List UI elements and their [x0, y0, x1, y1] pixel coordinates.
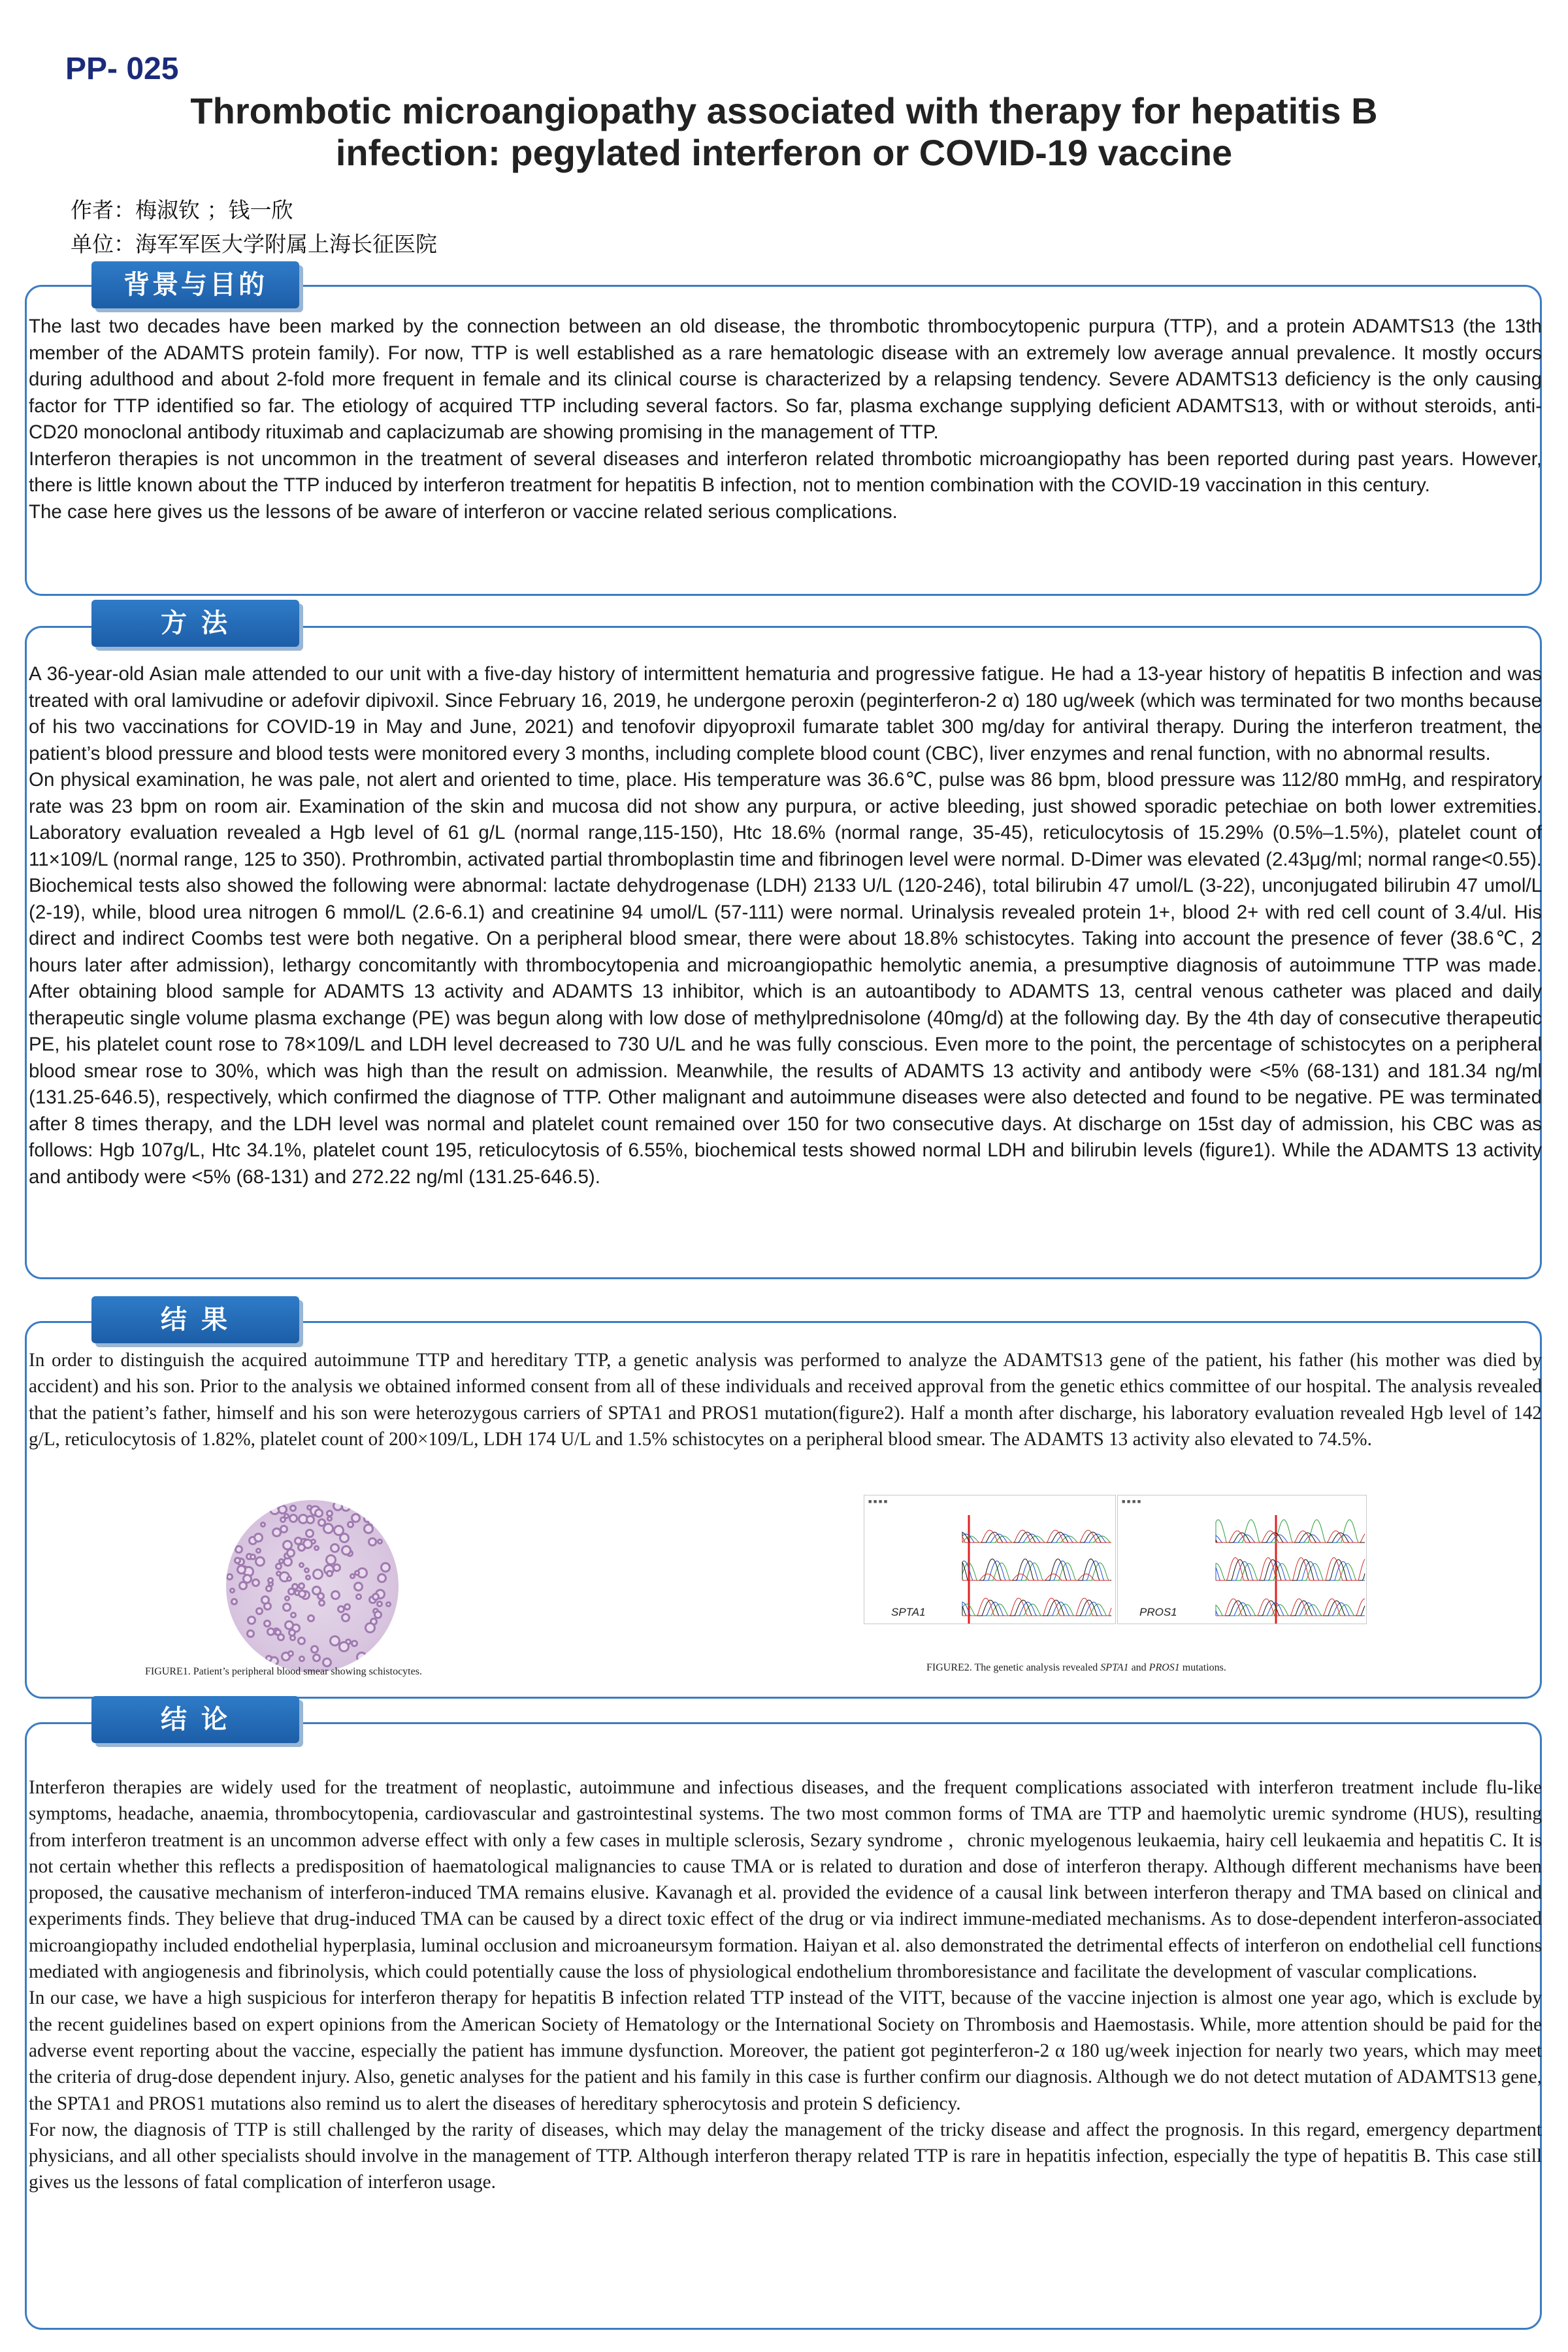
red-cell — [304, 1567, 310, 1573]
red-cell — [310, 1539, 316, 1544]
chromatogram-panel-pros1 — [1117, 1495, 1367, 1624]
red-cell — [267, 1577, 274, 1584]
figure2-caption — [926, 1662, 1226, 1674]
red-cell — [354, 1570, 360, 1576]
red-cell — [306, 1515, 315, 1524]
red-cell — [237, 1565, 246, 1575]
red-cell — [351, 1640, 358, 1647]
red-cell — [265, 1655, 272, 1662]
red-cell — [333, 1501, 343, 1511]
red-cell — [289, 1505, 297, 1512]
chromatogram-panel-spta1 — [864, 1495, 1116, 1624]
red-cell — [282, 1603, 291, 1612]
poster-id: PP- 025 — [65, 52, 179, 86]
red-cell — [267, 1627, 275, 1636]
red-cell — [231, 1598, 238, 1605]
red-cell — [277, 1633, 285, 1641]
authors: 作者：梅淑钦 ；钱一欣 — [71, 197, 293, 223]
red-cell — [280, 1516, 286, 1523]
red-cell — [297, 1637, 306, 1645]
red-cell — [276, 1571, 282, 1576]
red-cell — [377, 1539, 383, 1544]
red-cell — [291, 1583, 299, 1590]
red-cell — [253, 1500, 259, 1507]
results-section-label: 结 果 — [91, 1296, 299, 1343]
red-cell — [338, 1641, 350, 1652]
red-cell — [299, 1562, 304, 1568]
red-cell — [312, 1654, 321, 1662]
red-cell — [255, 1548, 261, 1554]
red-cell — [237, 1530, 243, 1536]
red-cell — [280, 1525, 288, 1533]
red-cell — [372, 1593, 380, 1601]
background-section-label: 背景与目的 — [91, 261, 299, 308]
red-cell — [228, 1503, 239, 1514]
red-cell — [368, 1537, 377, 1546]
paragraph: Interferon therapies are widely used for the treatment of neoplastic, autoimmune and infectious diseases, and the frequent complications associated with interferon treatment include flu-like symptoms, headache, anaemia, thrombocytopenia, cardiovascular and gastrointestinal systems. The two most common forms of TMA are TTP and haemolytic uremic syndrome (HUS), resulting from interferon treatment is an uncommon adverse effect with only a few cases in multiple sclerosis, Sezary syndrome ，chronic myelogenous leukaemia, hairy cell leukaemia and hepatitis C. It is not certain whether this reflects a predisposition of haematological malignancies to cause TMA or is related to duration and dose of interferon therapy. Although different mechanisms have been proposed, the causative mechanism of interferon-induced TMA remains elusive. Kavanagh et al. provided the evidence of a causal link between interferon therapy and TMA based on clinical and experiments finds. They believe that drug-induced TMA can be caused by a direct toxic effect of the drug or via indirect immune-mediated mechanisms. As to dose-dependent interferon-associated microangiopathy included endothelial hyperplasia, luminal occlusion and microaneursym formation. Haiyan et al. also demonstrated the detrimental effects of interferon on endothelial cell functions mediated with angiogenesis and fibrinolysis, which could potentially cause the loss of physiological endothelium thromboresistance and facilitate the development of vascular complications. — [29, 1777, 1542, 1983]
red-cell — [252, 1578, 260, 1587]
red-cell — [299, 1656, 305, 1662]
red-cell — [275, 1563, 282, 1570]
red-cell — [228, 1622, 235, 1628]
red-cell — [226, 1637, 233, 1644]
chromatogram-header: ■ ■ ■ ■ — [1122, 1498, 1141, 1505]
methods-text — [29, 661, 1542, 1190]
trace-line — [962, 1604, 1111, 1616]
red-cell — [341, 1545, 351, 1556]
red-cell — [286, 1548, 295, 1558]
title-line-2: infection: pegylated interferon or COVID-19 vaccine — [335, 131, 1233, 173]
red-cell — [238, 1644, 246, 1652]
red-cell — [385, 1601, 391, 1607]
conclusion-text — [29, 1774, 1542, 2196]
paragraph: The last two decades have been marked by the connection between an old disease, the thrombotic thrombocytopenic purpura (TTP), and a protein ADAMTS13 (the 13th member of the ADAMTS protein family). For now, TTP is well established as a rare hematologic disease with an extremely low average annual prevalence. It mostly occurs during adulthood and about 2-fold more frequent in female and its clinical course is characterized by a relapsing tendency. Severe ADAMTS13 deficiency is the only causing factor for TTP identified so far. The etiology of acquired TTP including several factors. So far, plasma exchange supplying deficient ADAMTS13, with or without steroids, anti-CD20 monoclonal antibody rituximab and caplacizumab are showing promising in the management of TTP. — [29, 316, 1542, 443]
red-cell — [312, 1586, 321, 1595]
red-cell — [330, 1543, 340, 1553]
red-cell — [312, 1569, 323, 1580]
paragraph: The case here gives us the lessons of be aware of interferon or vaccine related serious complications. — [29, 500, 898, 523]
results-text — [29, 1347, 1542, 1452]
red-cell — [278, 1505, 287, 1514]
trace-line — [962, 1532, 1111, 1543]
poster-title — [65, 90, 1503, 174]
red-cell — [250, 1554, 256, 1560]
red-cell — [310, 1645, 319, 1654]
red-cell — [341, 1613, 350, 1622]
red-cell — [344, 1603, 351, 1610]
red-cell — [234, 1557, 241, 1564]
paragraph: In our case, we have a high suspicious for interferon therapy for hepatitis B infection related TTP instead of the VITT, because of the vaccine injection is almost one year ago, which is exclude by the recent guidelines based on expert opinions from the American Society of Hematology or the International Society on Thrombosis and Haemostasis. While, more attention should be paid for the adverse event reporting about the vaccine, especially the patient has immune dysfunction. Moreover, the patient got peginterferon-2 α 180 ug/week injection for nearly two years, which may meet the criteria of drug-dose dependent injury. Also, genetic analyses for the patient and his family in this case is further confirm our diagnosis. Although we do not detect mutation of ADAMTS13 gene, the SPTA1 and PROS1 mutations also remind us to alert the diseases of hereditary spherocytosis and protein S deficiency. — [29, 1987, 1542, 2114]
trace-row-3 — [1216, 1599, 1365, 1616]
trace-row-2 — [1216, 1558, 1365, 1580]
paragraph: A 36-year-old Asian male attended to our unit with a five-day history of intermittent hematuria and progressive fatigue. He had a 13-year history of hepatitis B infection and was treated with oral lamivudine or adefovir dipivoxil. Since February 16, 2019, he undergone peroxin (peginterferon-2 α) 180 ug/week (which was terminated for two months because of his two vaccinations for COVID-19 in May and June, 2021) and tenofovir dipyoproxil fumarate tablet 300 mg/day for antiviral therapy. During the interferon treatment, the patient’s blood pressure and blood tests were monitored every 3 months, including complete blood count (CBC), liver enzymes and renal function, with no abnormal results. — [29, 663, 1542, 764]
red-cell — [363, 1515, 371, 1523]
red-cell — [375, 1503, 384, 1512]
red-cell — [376, 1601, 383, 1607]
figure2-caption-post: mutations. — [1179, 1662, 1226, 1673]
red-cell — [356, 1652, 367, 1663]
background-text — [29, 314, 1542, 525]
red-cell — [353, 1582, 363, 1592]
red-cell — [307, 1614, 315, 1622]
red-cell — [240, 1507, 249, 1516]
red-cell — [242, 1574, 252, 1584]
red-cell — [286, 1576, 292, 1582]
red-cell — [377, 1573, 387, 1583]
red-cell — [247, 1616, 256, 1625]
panel-tag-pros1: PROS1 — [1139, 1606, 1177, 1618]
chromatogram-traces-spta1 — [864, 1495, 1115, 1624]
red-cell — [305, 1529, 314, 1538]
red-cell — [323, 1523, 334, 1534]
red-cell — [385, 1633, 393, 1641]
red-cell — [318, 1599, 325, 1607]
title-line-1: Thrombotic microangiopathy associated with therapy for hepatitis B — [190, 90, 1378, 131]
red-cell — [235, 1545, 243, 1554]
red-cell — [326, 1570, 333, 1577]
red-cell — [255, 1607, 263, 1615]
red-cell — [379, 1658, 385, 1664]
red-cell — [325, 1554, 336, 1565]
red-cell — [287, 1650, 294, 1657]
red-cell — [289, 1514, 298, 1523]
figure2-gene1: SPTA1 — [1100, 1662, 1129, 1673]
red-cell — [355, 1593, 362, 1600]
trace-row-1 — [1216, 1520, 1365, 1543]
trace-row-1 — [962, 1530, 1111, 1543]
red-cell — [314, 1545, 319, 1551]
figure2-gene2: PROS1 — [1149, 1662, 1180, 1673]
trace-row-3 — [962, 1598, 1111, 1616]
red-cell — [339, 1533, 350, 1543]
red-cell — [246, 1629, 255, 1638]
red-cell — [326, 1510, 333, 1517]
paragraph: Interferon therapies is not uncommon in the treatment of several diseases and interferon related thrombotic microangiopathy has been reported during past years. However, there is little known about the TTP induced by interferon treatment for hepatitis B infection, not to mention combination with the COVID-19 vaccination in this century. — [29, 448, 1542, 496]
red-cell — [351, 1513, 361, 1523]
red-cell — [290, 1612, 297, 1618]
red-cell — [331, 1590, 340, 1600]
red-cell — [253, 1533, 263, 1543]
blood-smear-image — [226, 1500, 399, 1673]
red-cell — [229, 1588, 235, 1593]
figure2-caption-mid: and — [1128, 1662, 1149, 1673]
red-cell — [261, 1595, 270, 1605]
figure2-caption-pre: FIGURE2. The genetic analysis revealed — [926, 1662, 1101, 1673]
red-cell — [255, 1556, 265, 1567]
red-cell — [294, 1537, 302, 1545]
red-cell — [226, 1573, 233, 1580]
paragraph: On physical examination, he was pale, not alert and oriented to time, place. His temperature was 36.6℃, pulse was 86 bpm, blood pressure was 112/80 mmHg, and respiratory rate was 23 bpm on room air. Examination of the skin and mucosa did not show any purpura, or active bleeding, just showed sporadic petechiae on both lower extremities. Laboratory evaluation revealed a Hgb level of 61 g/L (normal range,115-150), Htc 18.6% (normal range, 35-45), reticulocytosis of 15.29% (0.5%–1.5%), platelet count of 11×109/L (normal range, 125 to 350). Prothrombin, activated partial thromboplastin time and fibrinogen level were normal. D-Dimer was elevated (2.43μg/ml; normal range<0.55). Biochemical tests also showed the following were abnormal: lactate dehydrogenase (LDH) 2133 U/L (120-246), total bilirubin 47 umol/L (3-22), unconjugated bilirubin 47 umol/L (2-19), while, blood urea nitrogen 6 mmol/L (2.6-6.1) and creatinine 94 umol/L (57-111) were normal. Urinalysis revealed protein 1+, blood 2+ with red cell count of 3.4/ul. His direct and indirect Coombs test were both negative. On a peripheral blood smear, there were about 18.8% schistocytes. Taking into account the presence of fever (38.6℃, 2 hours later after admission), lethargy concomitantly with thrombocytopenia and microangiopathic hemolytic anemia, a presumptive diagnosis of autoimmune TTP was made. After obtaining blood sample for ADAMTS 13 activity and ADAMTS 13 inhibitor, which is an autoantibody to ADAMTS 13, central venous catheter was placed and daily therapeutic single volume plasma exchange (PE) was begun along with low dose of methylprednisolone (40mg/d) at the following day. By the 4th day of consecutive therapeutic PE, his platelet count rose to 78×109/L and LDH level decreased to 730 U/L and he was fully conscious. Even more to the point, the percentage of schistocytes on a peripheral blood smear rose to 30%, which was high than the result on admission. Meanwhile, the results of ADAMTS 13 activity and antibody were <5% (68-131) and 181.34 ng/ml (131.25-646.5), respectively, which confirmed the diagnose of TTP. Other malignant and autoimmune diseases were also detected and found to be negative. PE was terminated after 8 times therapy, and the LDH level was normal and platelet count remained over 150 for two consecutive days. At discharge on 15st day of admission, his CBC was as follows: Hgb 107g/L, Htc 34.1%, platelet count 195, reticulocytosis of 6.55%, biochemical tests showed normal LDH and bilirubin levels (figure1). While the ADAMTS 13 activity and antibody were <5% (68-131) and 272.22 ng/ml (131.25-646.5). — [29, 769, 1542, 1188]
panel-tag-spta1: SPTA1 — [891, 1606, 926, 1618]
red-cell — [306, 1505, 312, 1511]
red-cell — [383, 1642, 393, 1652]
red-cell — [260, 1522, 266, 1527]
red-cell — [298, 1582, 305, 1590]
conclusion-section-label: 结 论 — [91, 1696, 299, 1743]
affiliation: 单位：海军军医大学附属上海长征医院 — [71, 231, 437, 257]
trace-line — [1216, 1558, 1365, 1580]
figure1-caption: FIGURE1. Patient’s peripheral blood smear showing schistocytes. — [145, 1666, 422, 1677]
trace-line — [1216, 1560, 1365, 1580]
paragraph: For now, the diagnosis of TTP is still challenged by the rarity of diseases, which may delay the management of the tricky disease and affect the prognosis. In this regard, emergency department physicians, and all other specialists should involve in the management of TTP. Although interferon therapy related TTP is rare in hepatitis infection, especially the type of hepatitis B. This case still gives us the lessons of fatal complication of interferon usage. — [29, 2119, 1542, 2193]
trace-row-2 — [962, 1559, 1111, 1580]
chromatogram-traces-pros1 — [1118, 1495, 1366, 1624]
red-cell — [263, 1620, 271, 1627]
red-cell — [314, 1509, 323, 1518]
paragraph: In order to distinguish the acquired autoimmune TTP and hereditary TTP, a genetic analysis was performed to analyze the ADAMTS13 gene of the patient, his father (his mother was died by accident) and his son. Prior to the analysis we obtained informed consent from all of these individuals and received approval from the genetic ethics committee of our hospital. The analysis revealed that the patient’s father, himself and his son were heterozygous carriers of SPTA1 and PROS1 mutation(figure2). Half a month after discharge, his laboratory evaluation revealed Hgb level of 142 g/L, reticulocytosis of 1.82%, platelet count of 200×109/L, LDH 174 U/L and 1.5% schistocytes on a peripheral blood smear. The ADAMTS 13 activity also elevated to 74.5%. — [29, 1350, 1542, 1450]
red-cell — [365, 1622, 376, 1633]
red-cell — [380, 1562, 391, 1573]
methods-section-label: 方 法 — [91, 600, 299, 647]
red-cell — [284, 1595, 290, 1601]
red-cell — [305, 1575, 311, 1580]
red-cell — [253, 1506, 264, 1516]
red-cell — [298, 1590, 306, 1598]
chromatogram-header: ■ ■ ■ ■ — [868, 1498, 888, 1505]
red-cell — [288, 1629, 296, 1637]
trace-line — [962, 1536, 1111, 1543]
